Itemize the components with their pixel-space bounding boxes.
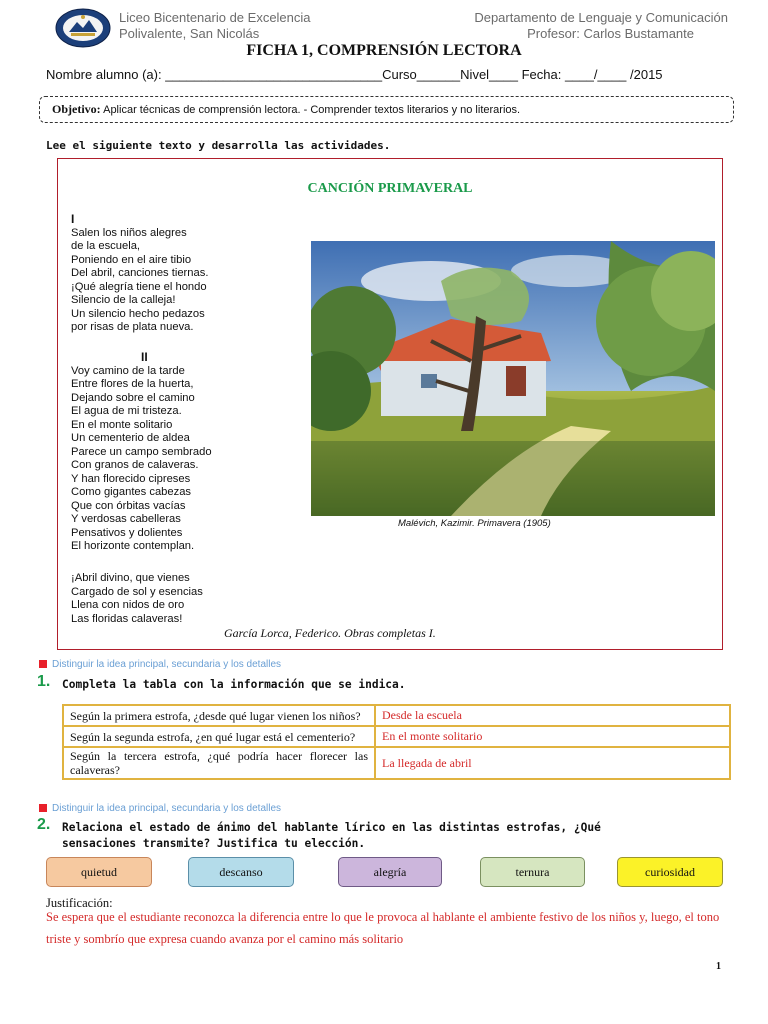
poem-line: Y verdosas cabelleras <box>71 513 181 525</box>
table-question-cell: Según la tercera estrofa, ¿qué podría hacer florecer las calaveras? <box>63 747 375 779</box>
poem-line: Parece un campo sembrado <box>71 445 212 458</box>
poem-line: Voy camino de la tarde <box>71 364 185 377</box>
poem-line: Salen los niños alegres <box>71 226 187 239</box>
table-question-cell: Según la primera estrofa, ¿desde qué lugar vienen los niños? <box>63 705 375 726</box>
poem-line: Dejando sobre el camino <box>71 391 195 404</box>
school-line-1: Liceo Bicentenario de Excelencia <box>119 10 311 25</box>
bullet-square-icon <box>39 660 47 668</box>
poem-line: ¡Qué alegría tiene el hondo <box>71 280 207 293</box>
instruction-text: Lee el siguiente texto y desarrolla las actividades. <box>46 139 391 152</box>
skill-label-1 <box>39 659 281 670</box>
poem-line: Con granos de calaveras. <box>71 459 199 471</box>
mood-option-curiosidad[interactable]: curiosidad <box>617 857 723 887</box>
stanza-2 <box>71 351 212 554</box>
bullet-square-icon <box>39 804 47 812</box>
page-title: FICHA 1, COMPRENSIÓN LECTORA <box>246 42 522 59</box>
poem-line: Pensativos y dolientes <box>71 526 183 539</box>
stanza-1-number: I <box>71 212 75 226</box>
poem-line: por risas de plata nueva. <box>71 321 194 333</box>
school-name <box>119 10 311 42</box>
objective-label: Objetivo: <box>52 102 101 116</box>
mood-option-alegria[interactable]: alegría <box>338 857 442 887</box>
skill-2-text: Distinguir la idea principal, secundaria y los detalles <box>52 803 282 814</box>
mood-option-descanso[interactable]: descanso <box>188 857 294 887</box>
justification-label: Justificación: <box>46 896 113 910</box>
school-line-2: Polivalente, San Nicolás <box>119 26 260 41</box>
stanza-1 <box>71 213 208 335</box>
department-line: Departamento de Lenguaje y Comunicación <box>474 10 728 25</box>
department-info <box>458 10 728 42</box>
poem-line: El horizonte contemplan. <box>71 540 195 552</box>
painting-image <box>311 241 715 516</box>
poem-line: de la escuela, <box>71 240 141 252</box>
question-2-text <box>62 820 601 852</box>
table-row <box>63 747 730 779</box>
poem-line: Un cementerio de aldea <box>71 432 190 444</box>
poem-line: Silencio de la calleja! <box>71 294 176 306</box>
poem-line: Entre flores de la huerta, <box>71 378 194 390</box>
poem-line: ¡Abril divino, que vienes <box>71 572 190 584</box>
question-2-number: 2. <box>37 816 51 833</box>
poem-line: Como gigantes cabezas <box>71 486 192 498</box>
table-row <box>63 726 730 747</box>
question-2-line-1: Relaciona el estado de ánimo del hablante lírico en las distintas estrofas, ¿Qué <box>62 821 601 834</box>
poem-line: Cargado de sol y esencias <box>71 585 203 598</box>
question-1-text: Completa la tabla con la información que se indica. <box>62 678 406 691</box>
poem-title: CANCIÓN PRIMAVERAL <box>307 181 473 196</box>
page-number: 1 <box>716 961 721 972</box>
poem-line: Y han florecido cipreses <box>71 472 191 485</box>
poem-line: Que con órbitas vacías <box>71 499 186 512</box>
justification-answer[interactable]: Se espera que el estudiante reconozca la diferencia entre lo que le provoca al hablante el ambiente festivo de los niños y, luego, el tono triste y sombrío que expresa cuando avanza por el camino más solitario <box>46 910 720 946</box>
skill-label-2 <box>39 803 281 814</box>
poem-source: García Lorca, Federico. Obras completas I. <box>224 626 436 640</box>
answer-table <box>62 704 731 780</box>
student-info-line: Nombre alumno (a): ______________________________Curso______Nivel____ Fecha: ____/____ /2015 <box>46 67 663 82</box>
table-question-cell: Según la segunda estrofa, ¿en qué lugar está el cementerio? <box>63 726 375 747</box>
poem-line: Del abril, canciones tiernas. <box>71 267 209 279</box>
poem-line: Las floridas calaveras! <box>71 612 183 625</box>
poem-line: Un silencio hecho pedazos <box>71 307 205 320</box>
question-2-line-2: sensaciones transmite? Justifica tu elección. <box>62 837 366 850</box>
question-1-number: 1. <box>37 673 51 690</box>
poem-line: El agua de mi tristeza. <box>71 405 182 417</box>
poem-line: Llena con nidos de oro <box>71 599 185 611</box>
table-row <box>63 705 730 726</box>
table-answer-cell[interactable]: Desde la escuela <box>375 705 730 726</box>
stanza-2-number: II <box>141 350 148 364</box>
mood-option-quietud[interactable]: quietud <box>46 857 152 887</box>
table-answer-cell[interactable]: La llegada de abril <box>375 747 730 779</box>
poem-line: Poniendo en el aire tibio <box>71 253 192 266</box>
objective-text: Aplicar técnicas de comprensión lectora. - Comprender textos literarios y no literarios. <box>100 104 521 116</box>
painting-caption: Malévich, Kazimir. Primavera (1905) <box>398 518 551 529</box>
poem-line: En el monte solitario <box>71 418 173 431</box>
mood-option-ternura[interactable]: ternura <box>480 857 585 887</box>
skill-1-text: Distinguir la idea principal, secundaria y los detalles <box>52 659 282 670</box>
objective-box <box>39 96 734 123</box>
teacher-line: Profesor: Carlos Bustamante <box>527 26 694 41</box>
stanza-3 <box>71 572 203 626</box>
table-answer-cell[interactable]: En el monte solitario <box>375 726 730 747</box>
